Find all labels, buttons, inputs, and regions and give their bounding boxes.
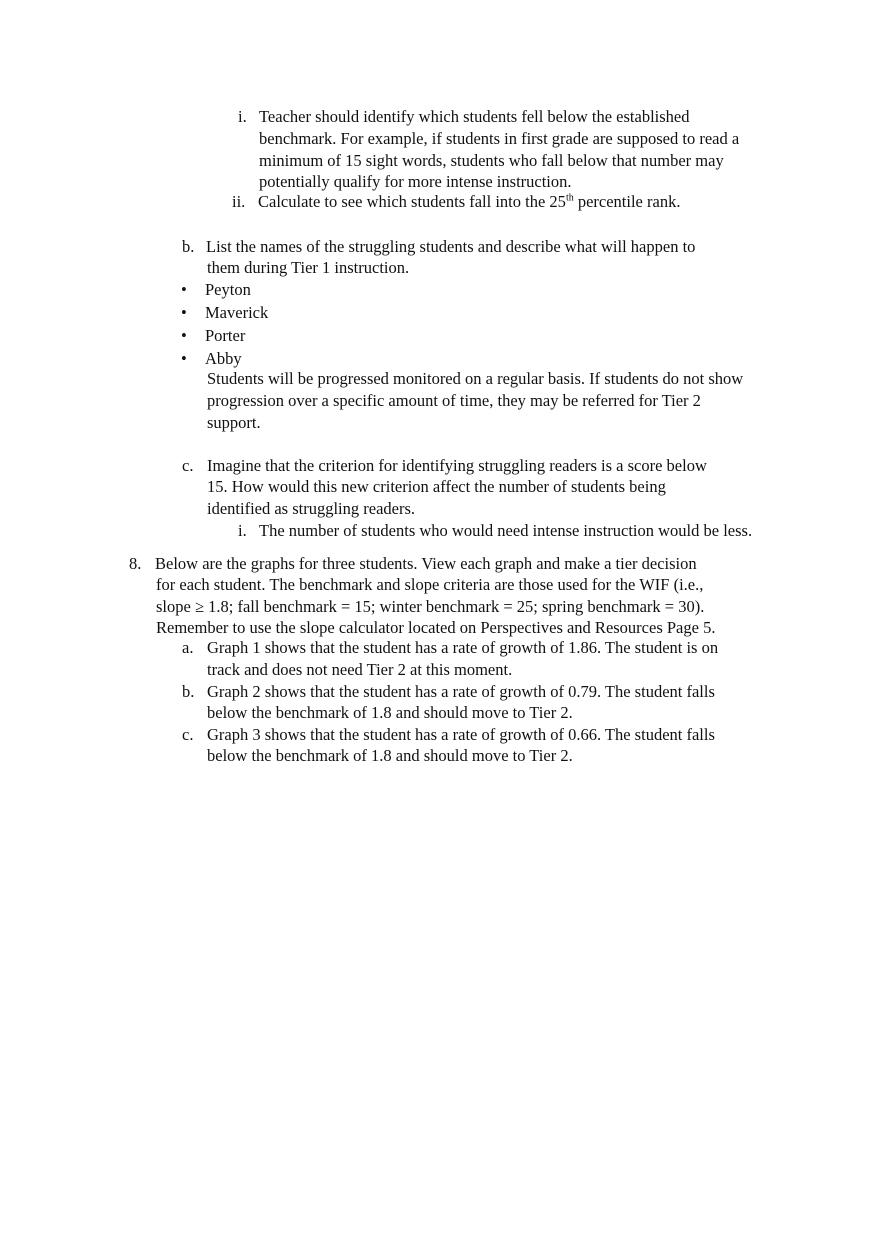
paragraph-line: track and does not need Tier 2 at this moment. xyxy=(207,660,513,679)
bullet-marker: • xyxy=(181,280,187,299)
paragraph-line: Students will be progressed monitored on a regular basis. If students do not show xyxy=(207,369,744,388)
student-name: Porter xyxy=(205,326,246,345)
paragraph-line: Graph 1 shows that the student has a rate of growth of 1.86. The student is on xyxy=(207,638,719,657)
paragraph-line: List the names of the struggling students and describe what will happen to xyxy=(206,237,696,256)
paragraph-line: below the benchmark of 1.8 and should move to Tier 2. xyxy=(207,703,573,722)
paragraph-line: below the benchmark of 1.8 and should move to Tier 2. xyxy=(207,746,573,765)
list-marker: c. xyxy=(182,725,194,744)
paragraph-line: minimum of 15 sight words, students who fall below that number may xyxy=(259,151,724,170)
text-after-superscript: percentile rank. xyxy=(573,192,681,211)
list-marker: i. xyxy=(238,107,247,126)
bullet-marker: • xyxy=(181,349,187,368)
paragraph-line: 15. How would this new criterion affect the number of students being xyxy=(207,477,666,496)
paragraph-line: for each student. The benchmark and slope criteria are those used for the WIF (i.e., xyxy=(156,575,704,594)
student-name: Abby xyxy=(205,349,242,368)
student-name: Maverick xyxy=(205,303,269,322)
paragraph-line: The number of students who would need intense instruction would be less. xyxy=(259,521,753,540)
paragraph-line: benchmark. For example, if students in first grade are supposed to read a xyxy=(259,129,740,148)
paragraph-line: Graph 3 shows that the student has a rate of growth of 0.66. The student falls xyxy=(207,725,715,744)
paragraph-line: Remember to use the slope calculator located on Perspectives and Resources Page 5. xyxy=(156,618,716,637)
student-name: Peyton xyxy=(205,280,251,299)
paragraph-line: identified as struggling readers. xyxy=(207,499,416,518)
list-marker: ii. xyxy=(232,192,246,211)
list-marker: b. xyxy=(182,682,195,701)
paragraph-line: support. xyxy=(207,413,261,432)
list-marker: a. xyxy=(182,638,194,657)
list-marker: b. xyxy=(182,237,195,256)
paragraph-line: Graph 2 shows that the student has a rate of growth of 0.79. The student falls xyxy=(207,682,715,701)
paragraph-line: them during Tier 1 instruction. xyxy=(207,258,410,277)
text-before-superscript: Calculate to see which students fall into the 25 xyxy=(258,192,566,211)
paragraph-line: Imagine that the criterion for identifying struggling readers is a score below xyxy=(207,456,707,475)
superscript: th xyxy=(565,192,574,204)
list-marker: 8. xyxy=(129,554,142,573)
list-marker: i. xyxy=(238,521,247,540)
paragraph-line: Teacher should identify which students fell below the established xyxy=(259,107,690,126)
paragraph-line xyxy=(258,191,680,213)
list-marker: c. xyxy=(182,456,194,475)
paragraph-line: potentially qualify for more intense instruction. xyxy=(259,172,572,191)
bullet-marker: • xyxy=(181,326,187,345)
paragraph-line: slope ≥ 1.8; fall benchmark = 15; winter benchmark = 25; spring benchmark = 30). xyxy=(156,597,705,616)
bullet-marker: • xyxy=(181,303,187,322)
paragraph-line: Below are the graphs for three students. View each graph and make a tier decision xyxy=(155,554,697,573)
paragraph-line: progression over a specific amount of time, they may be referred for Tier 2 xyxy=(207,391,701,410)
